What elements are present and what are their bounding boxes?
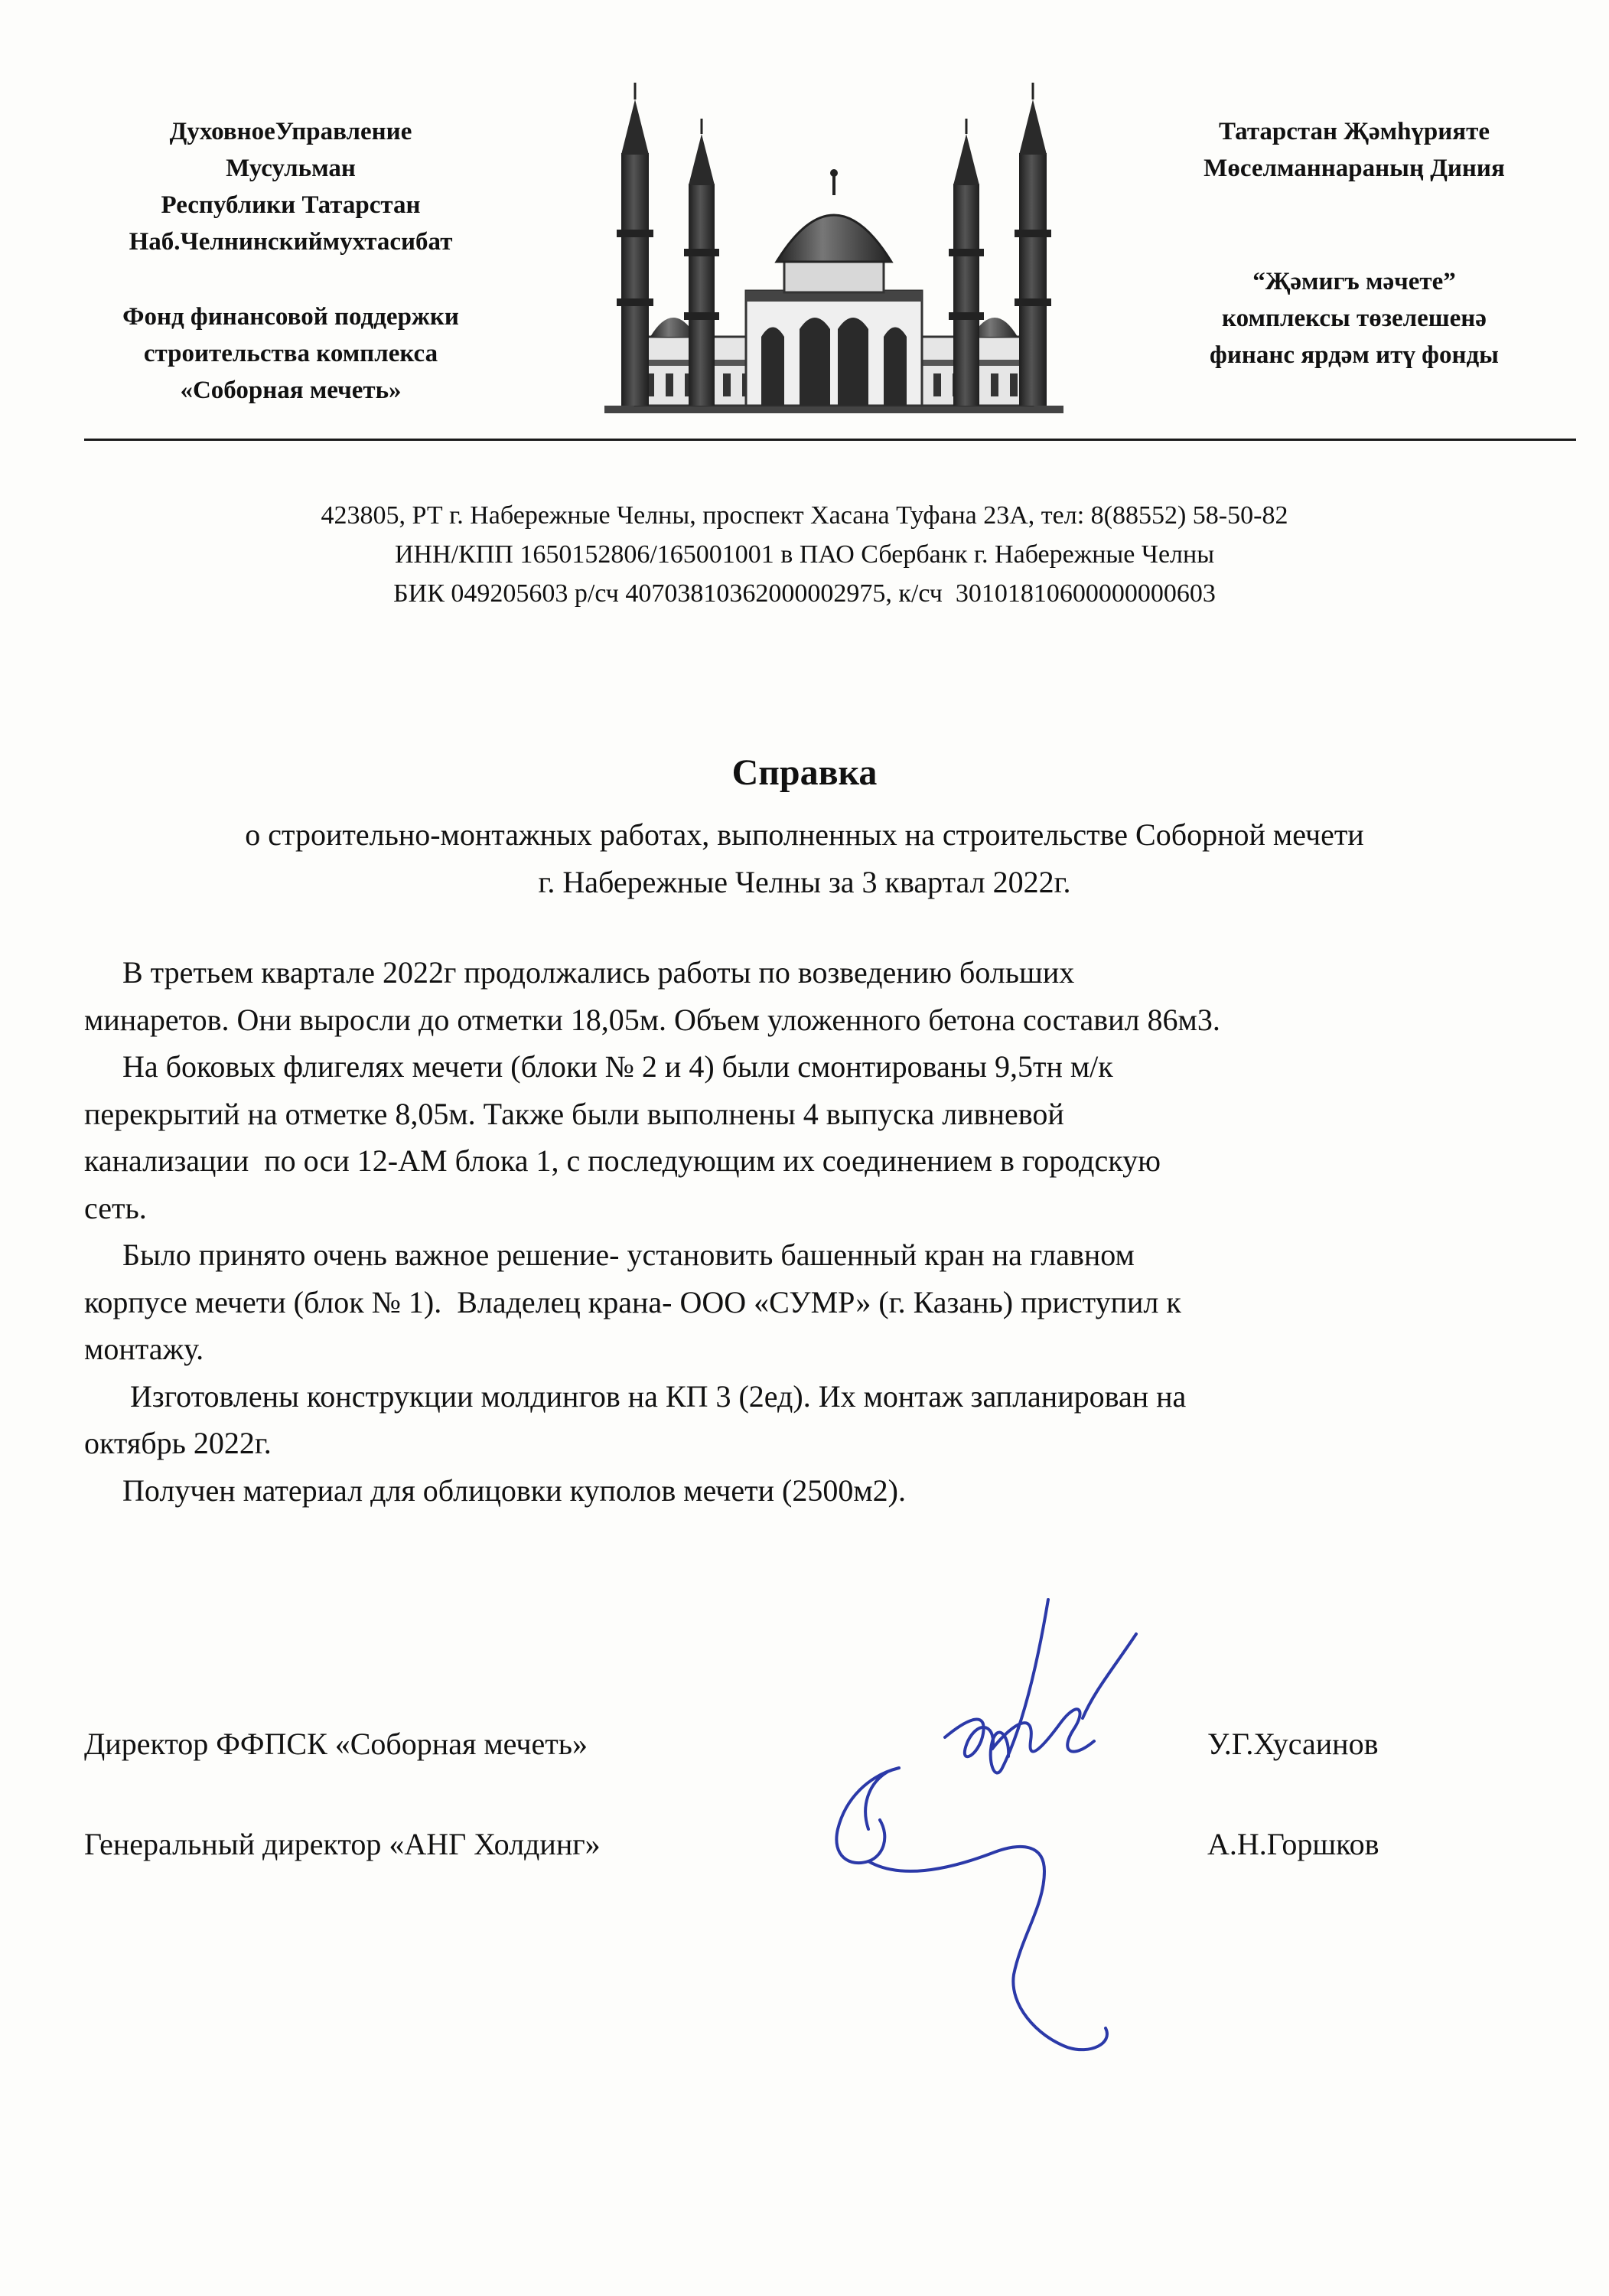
letterhead-left-fund-line: строительства комплекса — [143, 340, 438, 367]
body-line: сеть. — [84, 1190, 147, 1225]
letterhead-right-fund-line: финанс ярдәм итү фонды — [1210, 341, 1499, 369]
spacer — [1155, 187, 1553, 225]
address-block — [0, 496, 1609, 613]
body-line: Изготовлены конструкции молдингов на КП 3 (2ед). Их монтаж запланирован на — [84, 1378, 1187, 1414]
letterhead-left-fund-line: «Соборная мечеть» — [180, 377, 402, 404]
address-line: БИК 049205603 р/сч 40703810362000002975, к/сч 30101810600000000603 — [393, 579, 1216, 608]
handwritten-signature — [792, 1577, 1220, 2070]
body-line: Было принято очень важное решение- установить башенный кран на главном — [84, 1238, 1135, 1272]
letterhead-left-line: ДуховноеУправление — [169, 118, 412, 145]
body-line: минаретов. Они выросли до отметки 18,05м. Объем уложенного бетона составил 86м3. — [84, 1002, 1220, 1037]
body-line: корпусе мечети (блок № 1). Владелец крана- ООО «СУМР» (г. Казань) приступил к — [84, 1284, 1181, 1319]
letterhead-left-line: Республики Татарстан — [161, 191, 421, 219]
letterhead-right-fund-line: комплексы төзелешенә — [1222, 305, 1487, 332]
letterhead-left-line: Наб.Челнинскиймухтасибат — [129, 228, 453, 256]
document-title: Справка — [731, 752, 878, 793]
body-line: перекрытий на отметке 8,05м. Также были выполнены 4 выпуска ливневой — [84, 1096, 1064, 1131]
letterhead-left — [69, 113, 513, 409]
document-body — [84, 949, 1538, 1514]
letterhead-right-line: Мөселманнараның Диния — [1203, 155, 1505, 182]
subtitle-line: г. Набережные Челны за 3 квартал 2022г. — [538, 865, 1071, 899]
body-line: канализации по оси 12-АМ блока 1, с последующим их соединением в городскую — [84, 1143, 1161, 1178]
spacer — [69, 260, 513, 298]
letterhead-divider — [84, 439, 1576, 441]
body-line: В третьем квартале 2022г продолжались работы по возведению больших — [84, 955, 1075, 990]
subtitle-line: о строительно-монтажных работах, выполненных на строительстве Соборной мечети — [245, 817, 1364, 852]
address-line: 423805, РТ г. Набережные Челны, проспект Хасана Туфана 23А, тел: 8(88552) 58-50-82 — [321, 501, 1288, 530]
letterhead-right — [1155, 113, 1553, 373]
letterhead-left-line: Мусульман — [226, 155, 356, 182]
signature-name-director: У.Г.Хусаинов — [1207, 1727, 1379, 1761]
mosque-logo-icon — [604, 69, 1063, 432]
letterhead-left-fund-line: Фонд финансовой поддержки — [122, 303, 459, 331]
letterhead-right-fund-line: “Җәмигъ мәчете” — [1252, 268, 1456, 295]
signature-position-general-director: Генеральный директор «АНГ Холдинг» — [84, 1827, 601, 1861]
body-line: Получен материал для облицовки куполов мечети (2500м2). — [84, 1473, 907, 1508]
body-line: монтажу. — [84, 1332, 204, 1366]
document-subtitle — [0, 811, 1609, 906]
spacer — [1155, 225, 1553, 263]
signature-position-director: Директор ФФПСК «Соборная мечеть» — [84, 1727, 588, 1761]
address-line: ИНН/КПП 1650152806/165001001 в ПАО Сбербанк г. Набережные Челны — [394, 540, 1215, 569]
body-line: октябрь 2022г. — [84, 1426, 272, 1460]
body-line: На боковых флигелях мечети (блоки № 2 и 4) были смонтированы 9,5тн м/к — [84, 1049, 1113, 1084]
letterhead-right-line: Татарстан Җәмһүрияте — [1218, 118, 1490, 145]
signature-name-general-director: А.Н.Горшков — [1207, 1827, 1379, 1861]
